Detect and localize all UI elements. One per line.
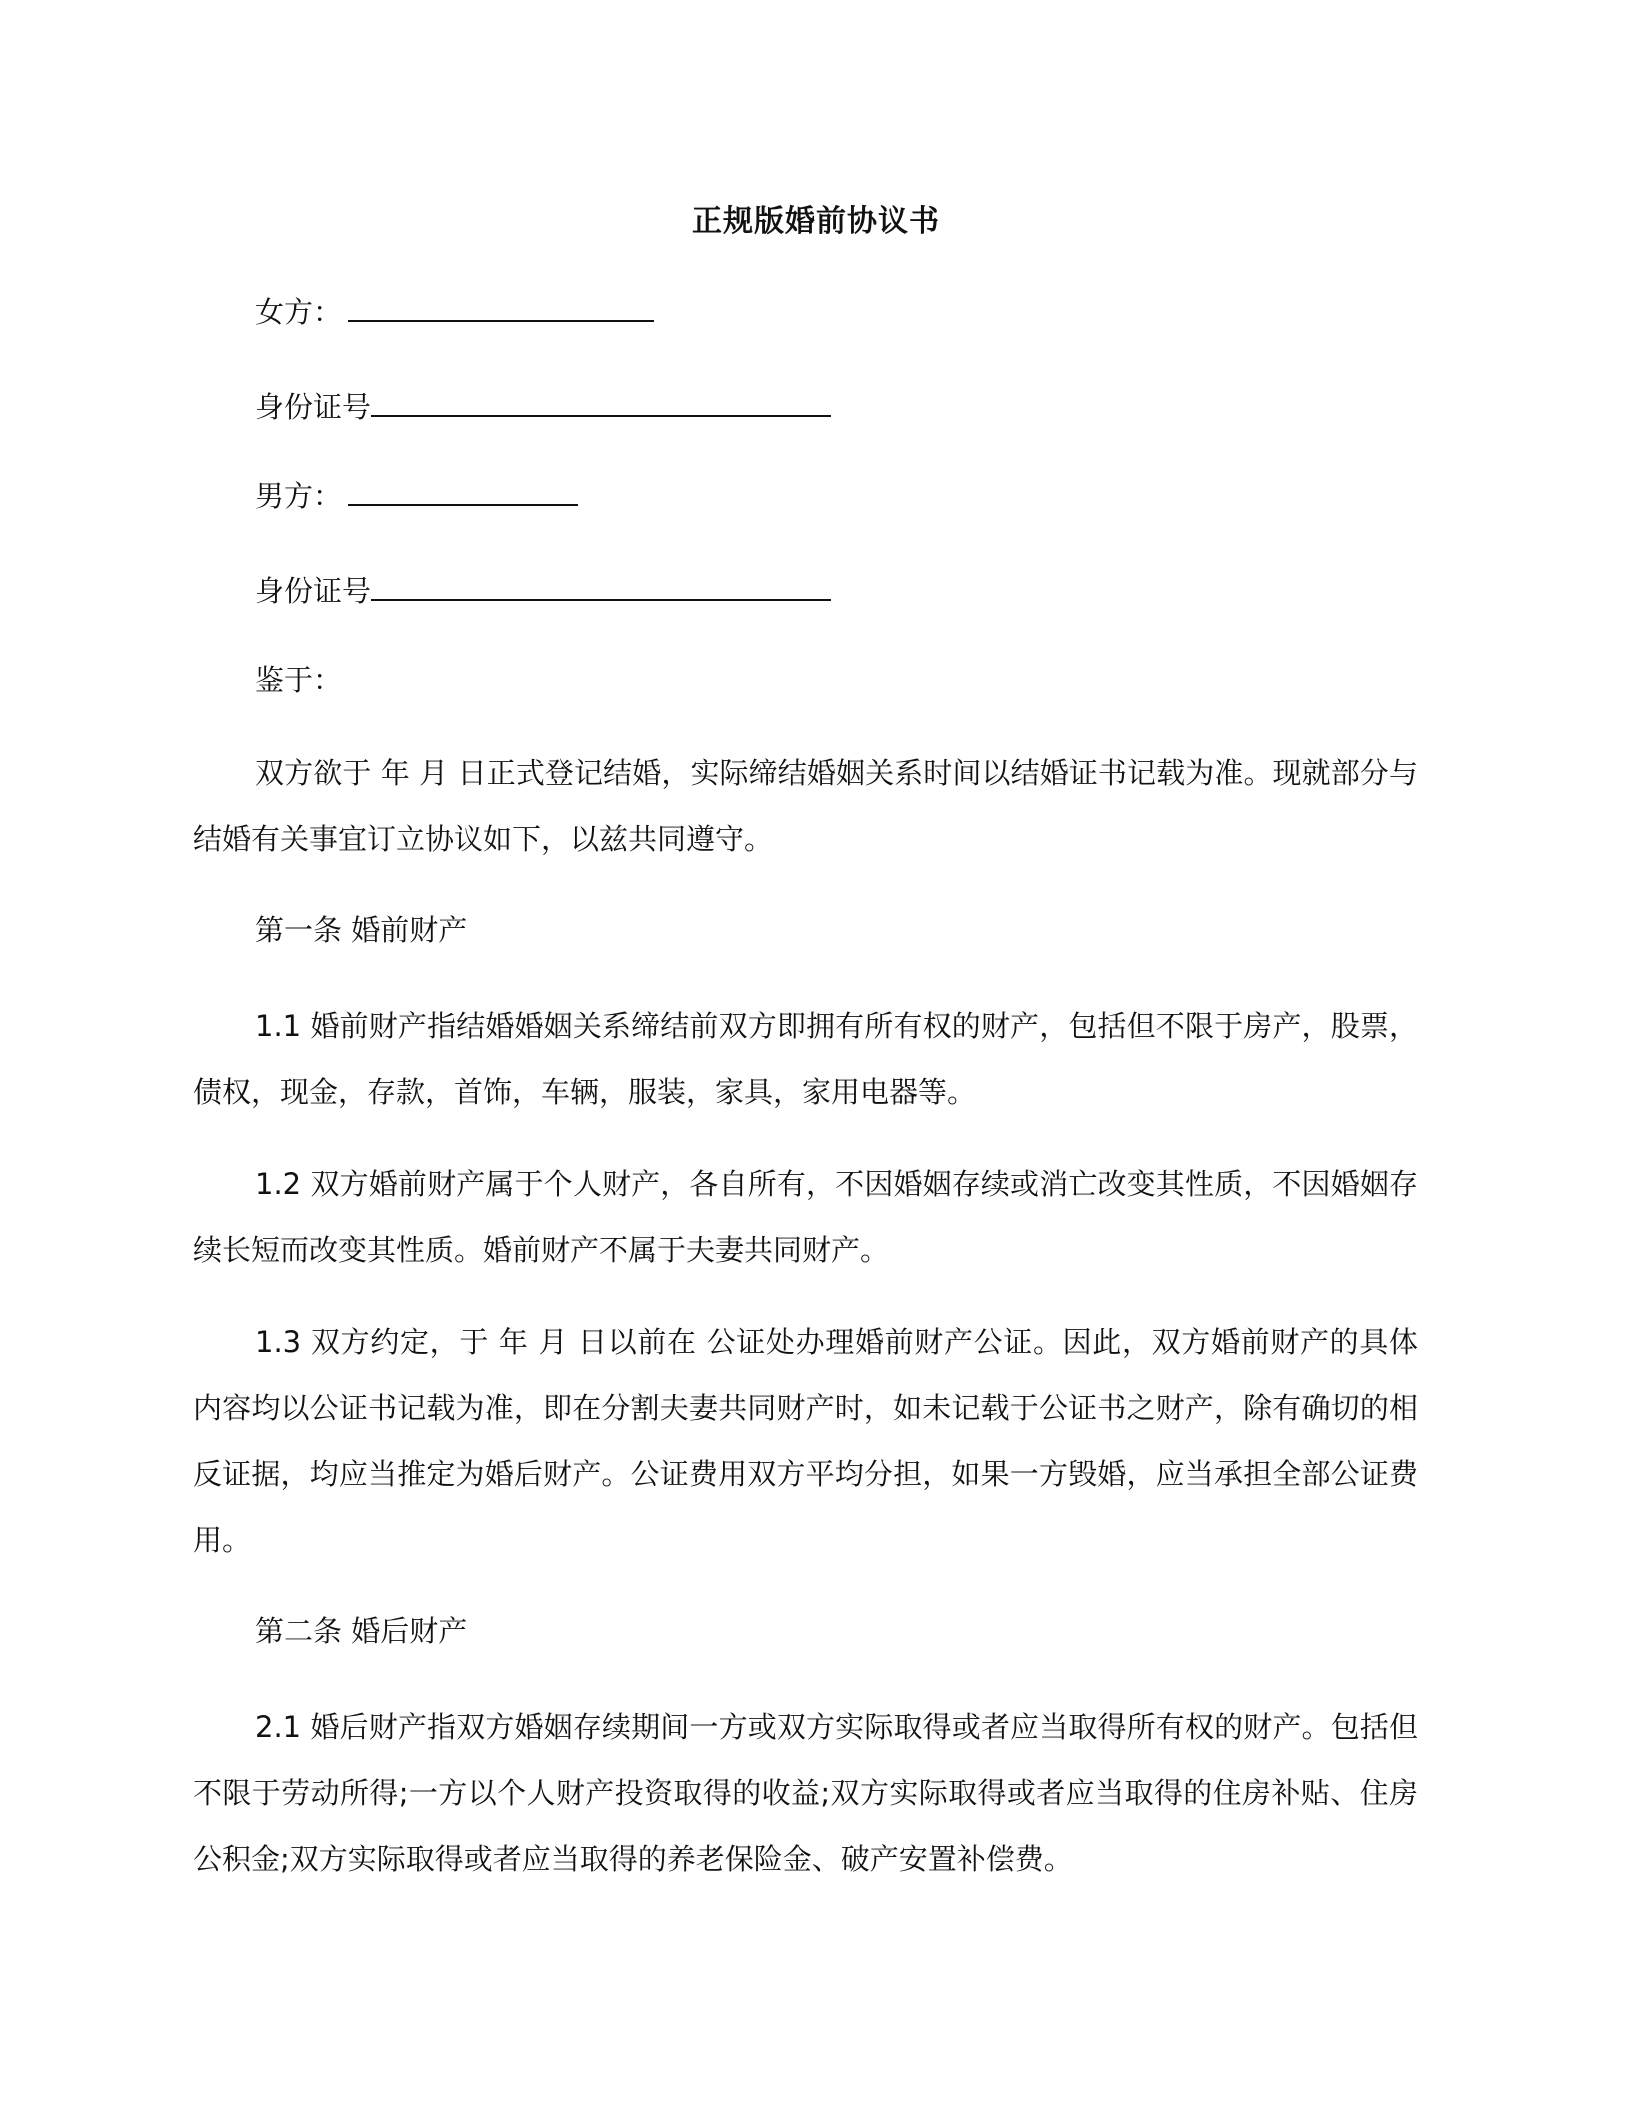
female-id-field <box>255 387 831 427</box>
female-party-field <box>255 292 654 332</box>
article-1-heading: 第一条 婚前财产 <box>255 913 468 947</box>
whereas-label: 鉴于： <box>255 663 343 697</box>
female-party-blank <box>348 294 654 322</box>
clause-1-3: 1.3 双方约定，于 年 月 日以前在 公证处办理婚前财产公证。因此，双方婚前财产的具体内容均以公证书记载为准，即在分割夫妻共同财产时，如未记载于公证书之财产，除有确切的相反证据，均应当推定为婚后财产。公证费用双方平均分担，如果一方毁婚，应当承担全部公证费用。 <box>193 1325 1418 1557</box>
male-party-blank <box>348 478 578 506</box>
male-party-label: 男方： <box>255 479 343 513</box>
clause-1-2: 1.2 双方婚前财产属于个人财产，各自所有，不因婚姻存续或消亡改变其性质，不因婚姻存续长短而改变其性质。婚前财产不属于夫妻共同财产。 <box>193 1167 1418 1267</box>
article-2-heading: 第二条 婚后财产 <box>255 1614 468 1648</box>
female-party-label: 女方： <box>255 295 343 329</box>
male-id-field <box>255 571 831 611</box>
male-party-field <box>255 476 578 516</box>
document-title: 正规版婚前协议书 <box>692 204 940 239</box>
female-id-label: 身份证号 <box>255 390 372 424</box>
intro-paragraph: 双方欲于 年 月 日正式登记结婚，实际缔结婚姻关系时间以结婚证书记载为准。现就部分与结婚有关事宜订立协议如下，以兹共同遵守。 <box>193 756 1418 856</box>
male-id-blank <box>371 573 831 601</box>
male-id-label: 身份证号 <box>255 574 372 608</box>
clause-2-1: 2.1 婚后财产指双方婚姻存续期间一方或双方实际取得或者应当取得所有权的财产。包括但不限于劳动所得;一方以个人财产投资取得的收益;双方实际取得或者应当取得的住房补贴、住房公积金;双方实际取得或者应当取得的养老保险金、破产安置补偿费。 <box>193 1710 1418 1876</box>
clause-1-1: 1.1 婚前财产指结婚婚姻关系缔结前双方即拥有所有权的财产，包括但不限于房产，股票，债权，现金，存款，首饰，车辆，服装，家具，家用电器等。 <box>193 1009 1418 1109</box>
female-id-blank <box>371 389 831 417</box>
